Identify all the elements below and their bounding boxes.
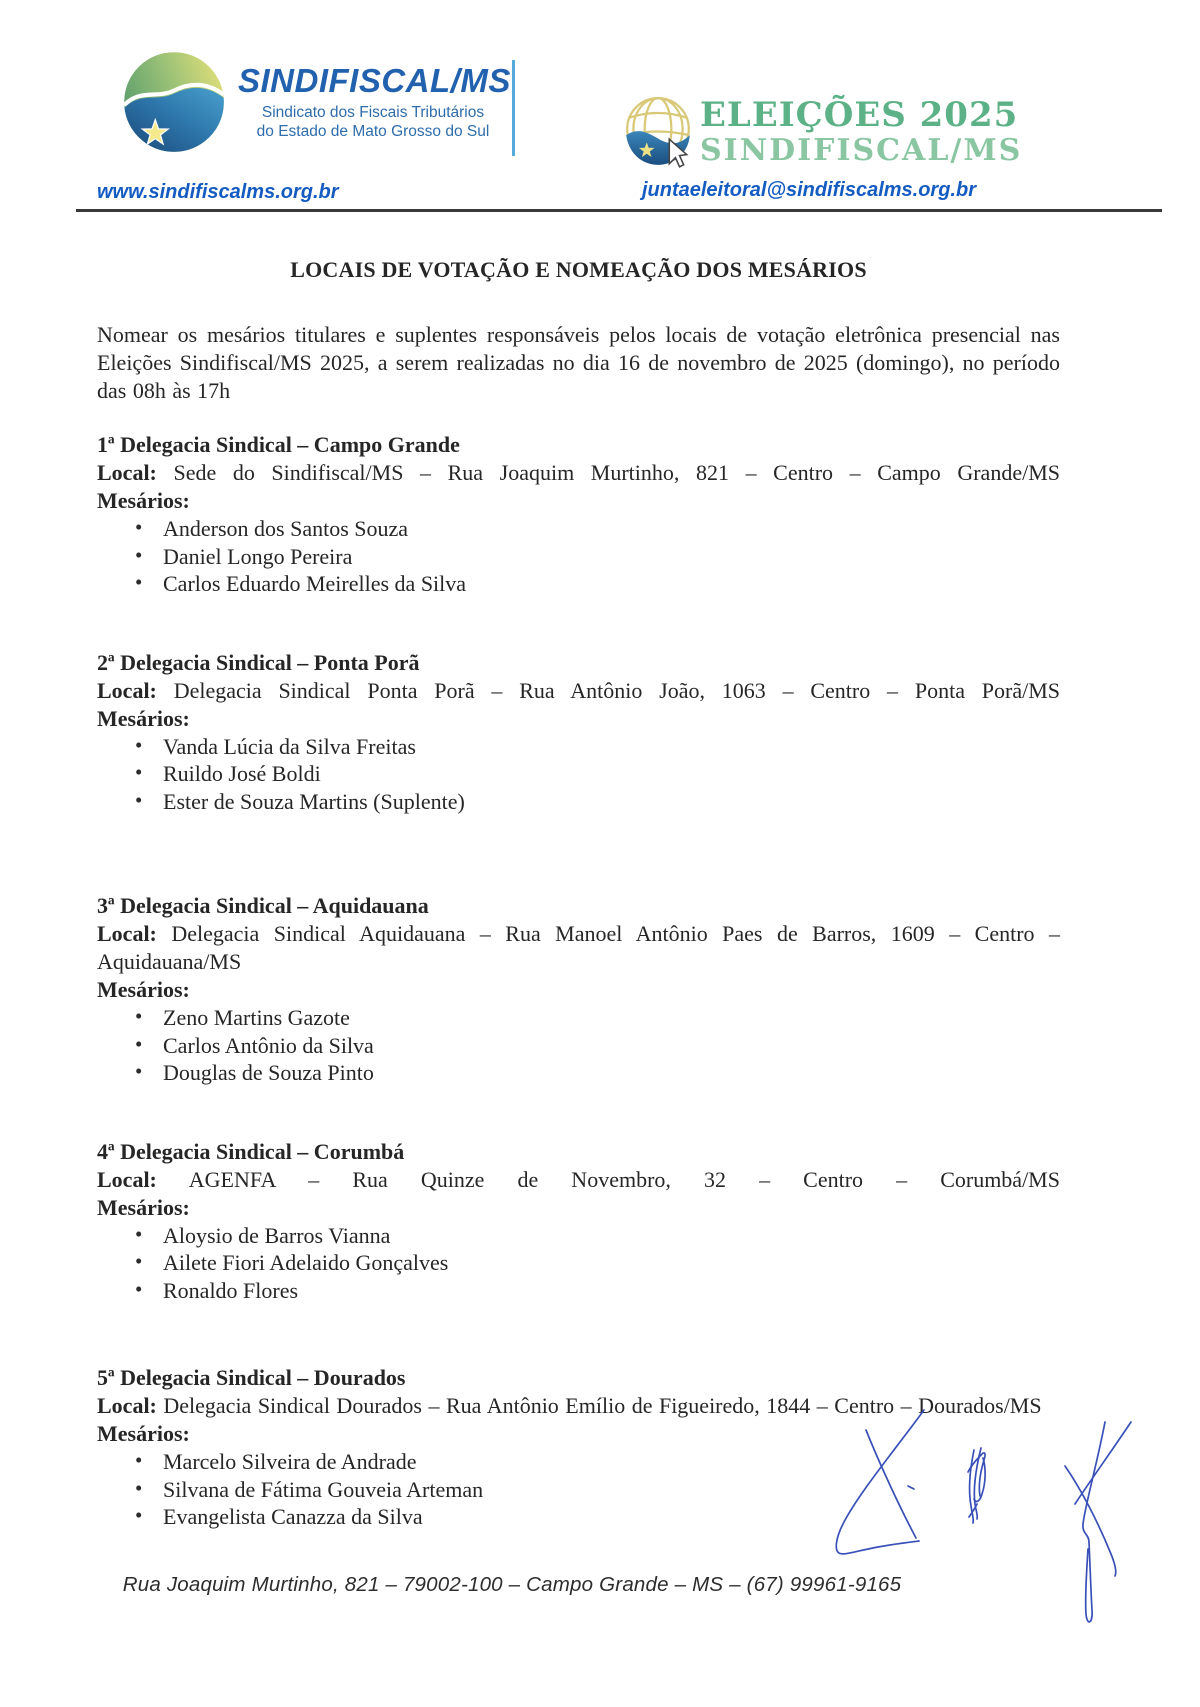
list-item: • Silvana de Fátima Gouveia Arteman (97, 1476, 1060, 1504)
section-heading: 3ª Delegacia Sindical – Aquidauana (97, 893, 429, 918)
brand-text-block (238, 62, 511, 141)
mesarios-label: Mesários: (97, 705, 190, 731)
section-ponta-pora (97, 649, 1060, 816)
elections-globe-icon (618, 92, 698, 172)
mesarios-list (97, 733, 1060, 816)
mesarios-list (97, 1222, 1060, 1305)
section-heading: 5ª Delegacia Sindical – Dourados (97, 1365, 406, 1390)
list-item: • Daniel Longo Pereira (97, 543, 1060, 571)
email-address: juntaeleitoral@sindifiscalms.org.br (641, 179, 976, 201)
header-vertical-divider (512, 60, 515, 156)
signature-mark (826, 1404, 931, 1574)
elections-logo-text (700, 95, 1023, 168)
footer-address: Rua Joaquim Murtinho, 821 – 79002-100 – Campo Grande – MS – (67) 99961-9165 (122, 1573, 902, 1596)
elections-title: ELEIÇÕES 2025 (700, 95, 1019, 135)
list-item: • Carlos Antônio da Silva (97, 1032, 1060, 1060)
local-address: AGENFA – Rua Quinze de Novembro, 32 – Centro – Corumbá/MS (188, 1166, 1060, 1192)
section-corumba (97, 1138, 1060, 1305)
local-address: Sede do Sindifiscal/MS – Rua Joaquim Murtinho, 821 – Centro – Campo Grande/MS (173, 460, 1060, 485)
intro-paragraph: Nomear os mesários titulares e suplentes responsáveis pelos locais de votação eletrônica presencial nas Eleições Sindifiscal/MS 2025, a serem realizadas no dia 16 de novembro de 2025 (domingo), no período das 08h às 17h (97, 322, 1060, 403)
signature-mark (1053, 1414, 1143, 1644)
list-item: • Marcelo Silveira de Andrade (97, 1448, 1060, 1476)
list-item: • Evangelista Canazza da Silva (97, 1503, 1060, 1531)
list-item: • Ronaldo Flores (97, 1277, 1060, 1305)
mesarios-label: Mesários: (97, 977, 190, 1002)
sindifiscal-logo-icon (122, 50, 226, 154)
website-url: www.sindifiscalms.org.br (97, 181, 339, 203)
local-label: Local: (97, 1393, 157, 1418)
signature-mark (958, 1444, 998, 1534)
list-item: • Ester de Souza Martins (Suplente) (97, 788, 1060, 816)
brand-subtitle-line2: do Estado de Mato Grosso do Sul (256, 123, 490, 140)
section-heading: 2ª Delegacia Sindical – Ponta Porã (97, 649, 420, 675)
header-divider-rule (76, 209, 1162, 212)
mesarios-label: Mesários: (97, 488, 190, 513)
section-aquidauana (97, 892, 1060, 1087)
brand-name: SINDIFISCAL/MS (238, 62, 511, 99)
brand-subtitle-line1: Sindicato dos Fiscais Tributários (261, 104, 485, 121)
list-item: • Zeno Martins Gazote (97, 1004, 1060, 1032)
mesarios-list (97, 515, 1060, 598)
list-item: • Carlos Eduardo Meirelles da Silva (97, 570, 1060, 598)
local-label: Local: (97, 677, 157, 703)
local-label: Local: (97, 460, 157, 485)
section-heading: 4ª Delegacia Sindical – Corumbá (97, 1138, 405, 1164)
list-item: • Douglas de Souza Pinto (97, 1059, 1060, 1087)
local-address: Delegacia Sindical Ponta Porã – Rua Antônio João, 1063 – Centro – Ponta Porã/MS (173, 677, 1060, 703)
local-label: Local: (97, 921, 157, 946)
local-label: Local: (97, 1166, 157, 1192)
mesarios-label: Mesários: (97, 1421, 190, 1446)
section-heading: 1ª Delegacia Sindical – Campo Grande (97, 432, 460, 457)
elections-subtitle: SINDIFISCAL/MS (700, 133, 1023, 168)
list-item: • Ruildo José Boldi (97, 760, 1060, 788)
mesarios-label: Mesários: (97, 1194, 190, 1220)
list-item: • Vanda Lúcia da Silva Freitas (97, 733, 1060, 761)
list-item: • Aloysio de Barros Vianna (97, 1222, 1060, 1250)
local-address: Delegacia Sindical Aquidauana – Rua Manoel Antônio Paes de Barros, 1609 – Centro – Aquidauana/MS (97, 921, 1060, 974)
document-body (97, 250, 1060, 1531)
list-item: • Anderson dos Santos Souza (97, 515, 1060, 543)
mesarios-list (97, 1004, 1060, 1087)
section-campo-grande (97, 431, 1060, 598)
list-item: • Ailete Fiori Adelaido Gonçalves (97, 1249, 1060, 1277)
page-title: LOCAIS DE VOTAÇÃO E NOMEAÇÃO DOS MESÁRIOS (290, 257, 867, 282)
local-address: Delegacia Sindical Dourados – Rua Antônio Emílio de Figueiredo, 1844 – Centro – Dourados/MS (163, 1393, 1042, 1418)
